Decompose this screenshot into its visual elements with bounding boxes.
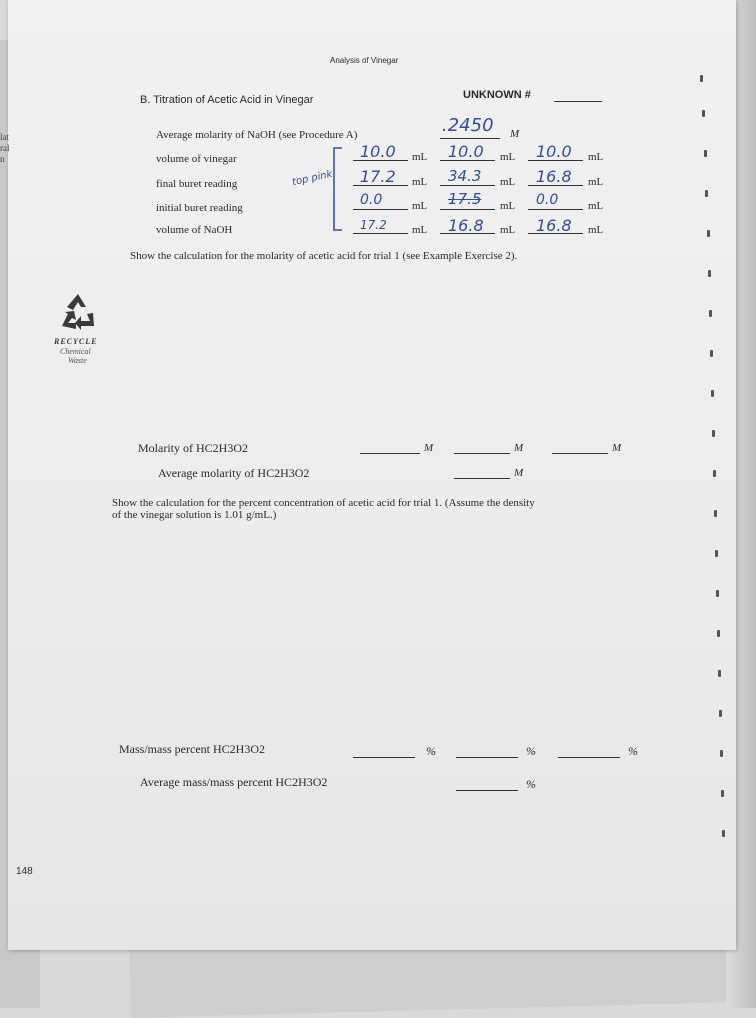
ml-unit: mL	[412, 176, 428, 188]
recycle-icon	[56, 292, 100, 332]
naoh-trial-3: 16.8	[536, 216, 572, 235]
vinegar-trial-3: 10.0	[536, 142, 572, 161]
unit-m: M	[612, 442, 622, 454]
molarity-blank-3[interactable]	[552, 453, 608, 454]
mass-percent-blank-2[interactable]	[456, 757, 518, 758]
mass-percent-label: Mass/mass percent HC2H3O2	[119, 742, 265, 756]
margin-text-3: n	[0, 154, 5, 164]
initial-blank-1[interactable]	[353, 209, 408, 210]
margin-text-2: ral	[0, 143, 10, 153]
instruction-calc-molarity: Show the calculation for the molarity of acetic acid for trial 1 (see Example Exercise 2).	[130, 250, 518, 262]
ml-unit: mL	[588, 151, 604, 163]
page-number: 148	[16, 866, 33, 877]
ml-unit: mL	[412, 151, 428, 163]
unit-m: M	[514, 442, 524, 454]
section-title: B. Titration of Acetic Acid in Vinegar	[140, 94, 314, 106]
ml-unit: mL	[500, 200, 516, 212]
vinegar-trial-2: 10.0	[448, 142, 484, 161]
unit-percent: %	[426, 744, 436, 758]
unit-percent: %	[526, 777, 536, 791]
margin-text-1: lat	[0, 132, 9, 142]
vinegar-trial-1: 10.0	[360, 142, 396, 161]
instruction-calc-percent-1: Show the calculation for the percent concentration of acetic acid for trial 1. (Assume the density	[112, 497, 535, 509]
initial-blank-3[interactable]	[528, 209, 583, 210]
naoh-blank-3[interactable]	[528, 233, 583, 234]
initial-buret-label: initial buret reading	[156, 202, 243, 214]
molarity-label: Molarity of HC2H3O2	[138, 441, 248, 455]
handwritten-bracket	[326, 144, 346, 234]
molarity-blank-1[interactable]	[360, 453, 420, 454]
ml-unit: mL	[588, 176, 604, 188]
worksheet-page	[8, 0, 736, 950]
ml-unit: mL	[588, 224, 604, 236]
final-trial-3: 16.8	[536, 167, 572, 186]
vinegar-blank-3[interactable]	[528, 160, 583, 161]
initial-trial-2: 17.5	[448, 190, 482, 208]
unit-m: M	[514, 467, 524, 479]
vinegar-blank-1[interactable]	[353, 160, 408, 161]
naoh-trial-2: 16.8	[448, 216, 484, 235]
avg-molarity-label: Average molarity of HC2H3O2	[158, 466, 310, 480]
recycle-label: RECYCLE	[54, 337, 98, 346]
avg-naoh-value: .2450	[442, 115, 494, 136]
avg-naoh-blank[interactable]	[440, 138, 500, 139]
unit-percent: %	[628, 744, 638, 758]
naoh-volume-label: volume of NaOH	[156, 224, 233, 236]
naoh-trial-1: 17.2	[360, 218, 387, 232]
ml-unit: mL	[588, 200, 604, 212]
vinegar-blank-2[interactable]	[440, 160, 495, 161]
unit-m: M	[424, 442, 434, 454]
avg-mass-percent-label: Average mass/mass percent HC2H3O2	[140, 775, 328, 789]
recycle-sub-2: Waste	[68, 356, 87, 365]
avg-mass-percent-blank[interactable]	[456, 790, 518, 791]
avg-naoh-unit: M	[510, 128, 520, 140]
initial-trial-1: 0.0	[360, 192, 383, 208]
ml-unit: mL	[500, 224, 516, 236]
page-header: Analysis of Vinegar	[330, 56, 399, 65]
final-buret-label: final buret reading	[156, 178, 238, 190]
unknown-label: UNKNOWN #	[463, 89, 531, 101]
ml-unit: mL	[412, 224, 428, 236]
handwritten-note: top pink	[291, 168, 334, 189]
avg-naoh-label: Average molarity of NaOH (see Procedure A)	[156, 129, 358, 141]
initial-blank-2[interactable]	[440, 209, 495, 210]
vinegar-label: volume of vinegar	[156, 153, 237, 165]
final-blank-3[interactable]	[528, 185, 583, 186]
mass-percent-blank-3[interactable]	[558, 757, 620, 758]
unit-percent: %	[526, 744, 536, 758]
ml-unit: mL	[412, 200, 428, 212]
ml-unit: mL	[500, 151, 516, 163]
initial-trial-3: 0.0	[536, 192, 559, 208]
final-trial-2: 34.3	[448, 167, 482, 185]
recycle-sub-1: Chemical	[60, 347, 91, 356]
unknown-blank[interactable]	[554, 101, 602, 102]
naoh-blank-2[interactable]	[440, 233, 495, 234]
naoh-blank-1[interactable]	[353, 233, 408, 234]
final-trial-1: 17.2	[360, 167, 396, 186]
final-blank-1[interactable]	[353, 185, 408, 186]
molarity-blank-2[interactable]	[454, 453, 510, 454]
mass-percent-blank-1[interactable]	[353, 757, 415, 758]
instruction-calc-percent-2: of the vinegar solution is 1.01 g/mL.)	[112, 509, 277, 521]
avg-molarity-blank[interactable]	[454, 478, 510, 479]
ml-unit: mL	[500, 176, 516, 188]
final-blank-2[interactable]	[440, 185, 495, 186]
